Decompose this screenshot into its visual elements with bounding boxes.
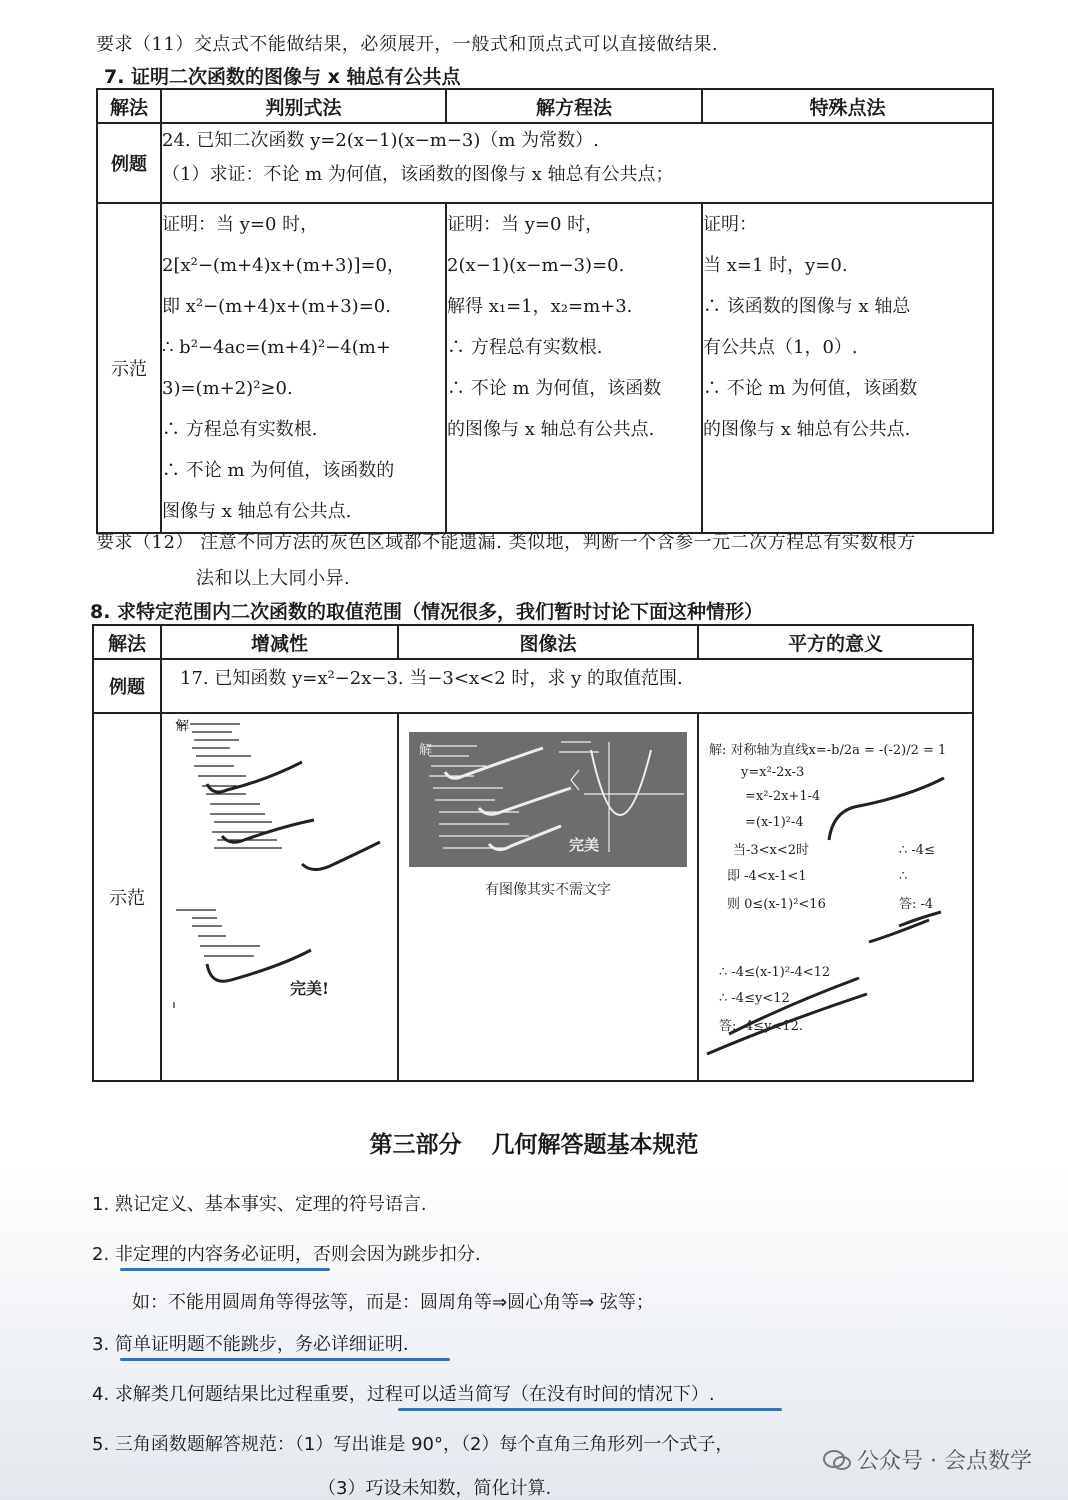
proof-line: ∴ 方程总有实数根.: [447, 337, 603, 358]
proof-line: 的图像与 x 轴总有公共点.: [703, 419, 911, 440]
handwriting-sketch: [699, 714, 974, 1080]
proof-line: ∴ 不论 m 为何值，该函数: [703, 378, 918, 399]
handwriting-sketch: [162, 714, 399, 1080]
proof-line: ∴ b²−4ac=(m+4)²−4(m+: [162, 337, 391, 358]
hand-line: =x²-2x+1-4: [745, 789, 821, 804]
proof-line: 有公共点（1，0）.: [703, 337, 858, 358]
graph-method-cell: [398, 713, 698, 1081]
hand-line: ∴ -4≤(x-1)²-4<12: [719, 965, 831, 980]
hand-line: =(x-1)²-4: [745, 815, 804, 830]
special-point-proof: [702, 203, 993, 533]
requirement-12-line1: 要求（12） 注意不同方法的灰色区域都不能遗漏. 类似地，判断一个含参一元二次方程总有实数根方: [96, 532, 916, 553]
rule-1: 1. 熟记定义、基本事实、定理的符号语言.: [92, 1194, 427, 1215]
graph-photo: [409, 732, 687, 867]
proof-line: 证明：: [703, 214, 757, 235]
hand-line: ∴ -4≤: [899, 843, 935, 858]
header-square-meaning: 平方的意义: [698, 625, 973, 659]
proof-line: ∴ 不论 m 为何值，该函数: [447, 378, 662, 399]
proof-line: ∴ 该函数的图像与 x 轴总: [703, 296, 911, 317]
photo-perfect: 完美: [569, 836, 600, 854]
example-line: （1）求证：不论 m 为何值，该函数的图像与 x 轴总有公共点；: [162, 164, 674, 185]
header-solve-equation: 解方程法: [446, 89, 702, 123]
example-label: 例题: [97, 123, 161, 203]
section-8-table: [92, 624, 974, 1082]
handwritten-square-meaning: [698, 713, 973, 1081]
proof-line: 即 x²−(m+4)x+(m+3)=0.: [162, 296, 391, 317]
proof-line: ∴ 方程总有实数根.: [162, 419, 318, 440]
header-method: 解法: [97, 89, 161, 123]
hand-line: 则 0≤(x-1)²<16: [727, 897, 826, 912]
rule-2: 2. 非定理的内容务必证明，否则会因为跳步扣分.: [92, 1244, 481, 1265]
part-3-title: 第三部分 几何解答题基本规范: [369, 1132, 699, 1158]
photo-jie: 解: [419, 743, 433, 758]
proof-line: 3)=(m+2)²≥0.: [162, 378, 293, 399]
rule-2-example: 如：不能用圆周角等得弦等，而是：圆周角等⇒圆心角等⇒ 弦等；: [132, 1292, 654, 1313]
wechat-icon: [823, 1449, 851, 1471]
example-problem: [161, 123, 993, 203]
header-special-point: 特殊点法: [702, 89, 993, 123]
hand-perfect: 完美!: [290, 979, 330, 998]
hand-line: 解: 对称轴为直线x=-b/2a = -(-2)/2 = 1: [709, 743, 947, 758]
watermark-text: 公众号 · 会点数学: [857, 1449, 1032, 1474]
demo-label: 示范: [93, 713, 161, 1081]
proof-line: 图像与 x 轴总有公共点.: [162, 501, 352, 522]
header-graph-method: 图像法: [398, 625, 698, 659]
section-8-title: 8. 求特定范围内二次函数的取值范围（情况很多，我们暂时讨论下面这种情形）: [90, 601, 764, 623]
rule-4: 4. 求解类几何题结果比过程重要，过程可以适当简写（在没有时间的情况下）.: [92, 1384, 715, 1405]
requirement-12-line2: 法和以上大同小异.: [196, 568, 351, 589]
hand-line: y=x²-2x-3: [741, 765, 805, 780]
proof-line: 的图像与 x 轴总有公共点.: [447, 419, 655, 440]
rule-4-underline: [398, 1408, 782, 1411]
hand-line: ∴: [899, 869, 908, 884]
example-label: 例题: [93, 659, 161, 713]
proof-line: 证明：当 y=0 时，: [447, 214, 604, 235]
hand-line: 答: -4≤y<12.: [719, 1019, 803, 1034]
photo-sketch: [409, 732, 687, 867]
discriminant-proof: [161, 203, 446, 533]
proof-line: ∴ 不论 m 为何值，该函数的: [162, 460, 395, 481]
header-method: 解法: [93, 625, 161, 659]
example-problem: 17. 已知函数 y=x²−2x−3. 当−3<x<2 时，求 y 的取值范围.: [161, 659, 973, 713]
handwritten-monotonicity: [161, 713, 398, 1081]
section-7-table: [96, 88, 994, 534]
hand-jie: 解: [176, 719, 190, 734]
proof-line: 2(x−1)(x−m−3)=0.: [447, 255, 625, 276]
hand-line: 当-3<x<2时: [733, 843, 810, 858]
rule-3-underline: [120, 1358, 450, 1361]
photo-caption: 有图像其实不需文字: [485, 882, 611, 898]
demo-label: 示范: [97, 203, 161, 533]
rule-5: 5. 三角函数题解答规范：（1）写出谁是 90°，（2）每个直角三角形列一个式子，: [92, 1434, 734, 1455]
hand-line: 答: -4: [899, 897, 934, 912]
rule-2-underline: [120, 1268, 330, 1271]
requirement-11: 要求（11）交点式不能做结果，必须展开，一般式和顶点式可以直接做结果.: [96, 34, 719, 55]
header-monotonicity: 增减性: [161, 625, 398, 659]
proof-line: 解得 x₁=1，x₂=m+3.: [447, 296, 633, 317]
section-7-title: 7. 证明二次函数的图像与 x 轴总有公共点: [104, 66, 461, 88]
hand-line: ∴ -4≤y<12: [719, 991, 790, 1006]
solve-equation-proof: [446, 203, 702, 533]
hand-line: 即 -4<x-1<1: [727, 869, 807, 884]
proof-line: 当 x=1 时，y=0.: [703, 255, 848, 276]
rule-3: 3. 简单证明题不能跳步，务必详细证明.: [92, 1334, 409, 1355]
watermark: [823, 1444, 1032, 1475]
rule-5-continued: （3）巧设未知数，简化计算.: [318, 1478, 552, 1499]
example-line: 24. 已知二次函数 y=2(x−1)(x−m−3)（m 为常数）.: [162, 130, 599, 151]
header-discriminant: 判别式法: [161, 89, 446, 123]
proof-line: 证明：当 y=0 时，: [162, 214, 319, 235]
proof-line: 2[x²−(m+4)x+(m+3)]=0，: [162, 255, 406, 276]
